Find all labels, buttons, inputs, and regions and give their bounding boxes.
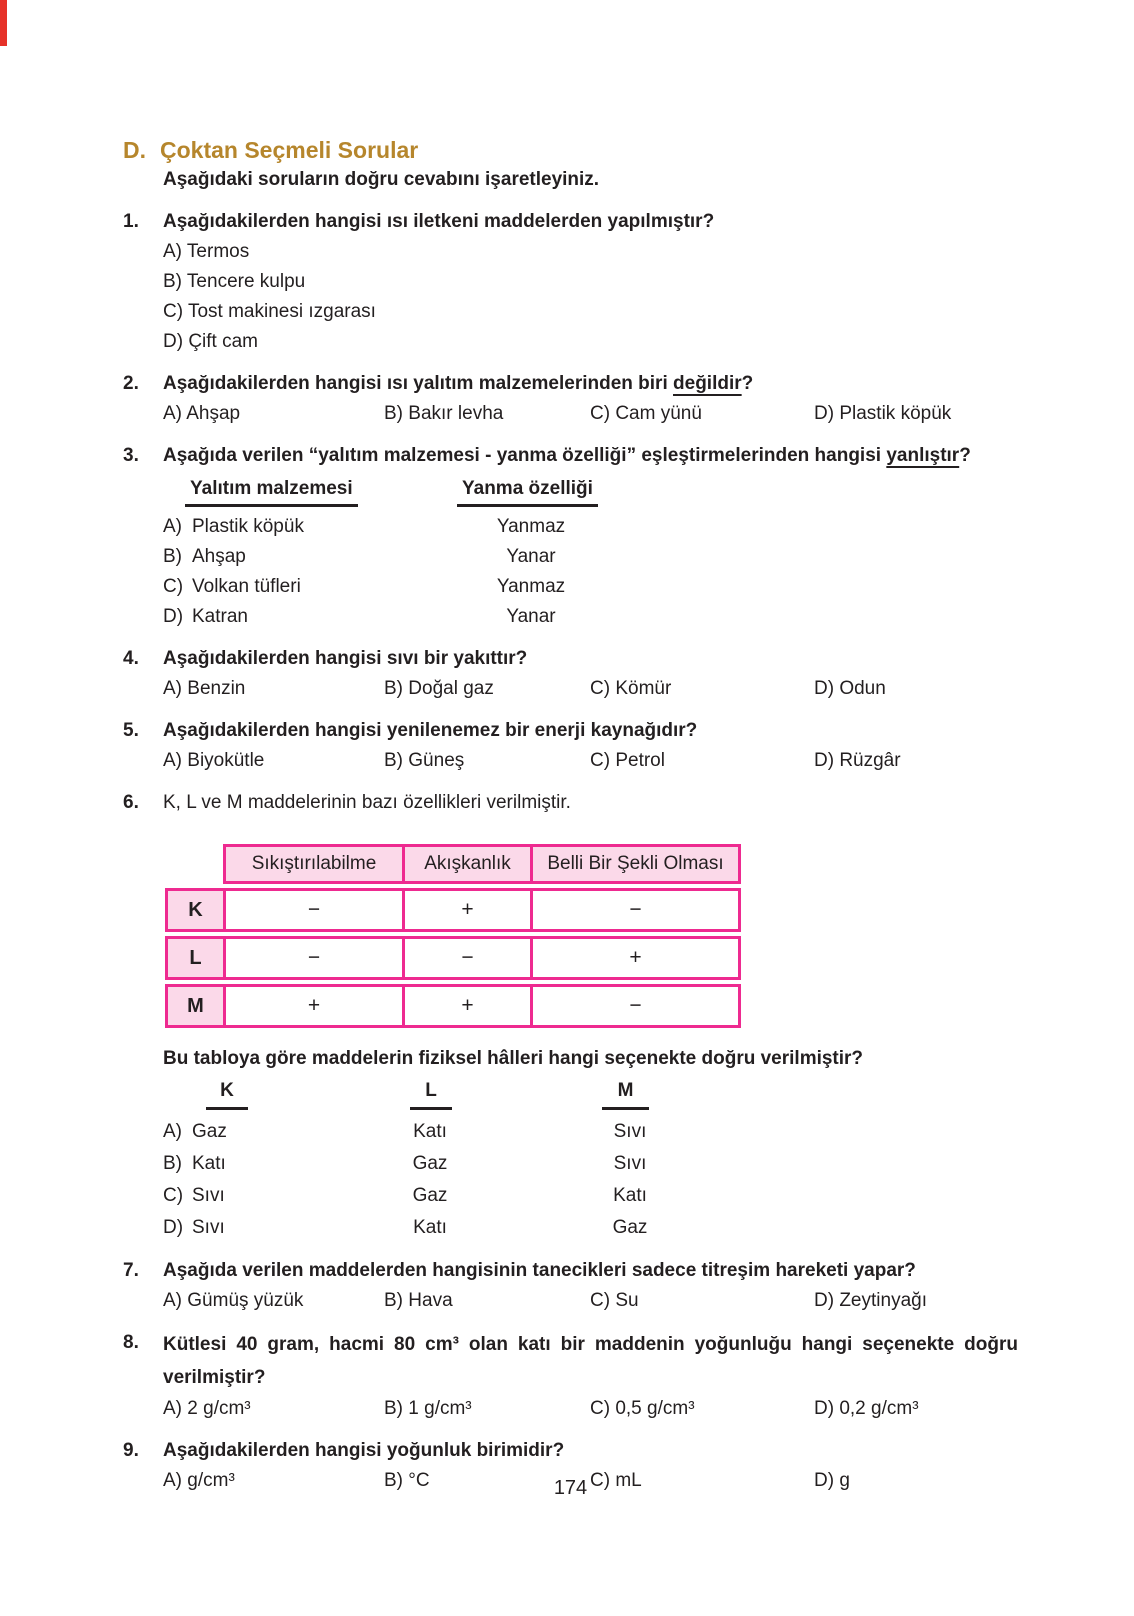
table-header-compressibility: Sıkıştırılabilme <box>251 853 377 874</box>
cell-value: + <box>402 987 530 1025</box>
m-state: Sıvı <box>613 1153 647 1174</box>
table-row-L <box>165 936 741 980</box>
question-5 <box>123 716 1018 776</box>
question-8-option-b: B) 1 g/cm³ <box>384 1398 472 1419</box>
question-3-text: Aşağıda verilen “yalıtım malzemesi - yanma özelliği” eşleştirmelerinden hangisi yanlıştır? <box>163 445 971 466</box>
m-state: Sıvı <box>613 1121 647 1142</box>
question-6-option-c <box>163 1180 1018 1212</box>
burn-value: Yanar <box>506 546 556 567</box>
burn-value: Yanmaz <box>496 516 566 537</box>
question-6-option-b <box>163 1148 1018 1180</box>
question-8-option-c: C) 0,5 g/cm³ <box>590 1398 695 1419</box>
table-header-definite-shape: Belli Bir Şekli Olması <box>530 847 738 881</box>
question-7-text: Aşağıda verilen maddelerden hangisinin tanecikleri sadece titreşim hareketi yapar? <box>163 1260 916 1281</box>
cell-value: − <box>226 939 402 977</box>
question-5-number: 5. <box>123 720 139 741</box>
l-state: Gaz <box>412 1185 448 1206</box>
question-2-option-b: B) Bakır levha <box>384 403 504 424</box>
instruction-text: Aşağıdaki soruların doğru cevabını işaretleyiniz. <box>163 169 600 190</box>
question-9-option-c: C) mL <box>590 1470 642 1491</box>
match-column1-header: Yalıtım malzemesi <box>185 476 358 507</box>
match-column2-header: Yanma özelliği <box>457 476 598 507</box>
section-letter: D. <box>123 137 146 163</box>
question-8-option-d: D) 0,2 g/cm³ <box>814 1398 919 1419</box>
option-letter: C) <box>163 1185 184 1206</box>
cell-value: + <box>530 939 738 977</box>
row-label: K <box>168 891 226 929</box>
cell-value: + <box>226 987 402 1025</box>
material-value: Volkan tüfleri <box>192 576 301 597</box>
option-letter: B) <box>163 546 182 567</box>
underlined-word: değildir <box>673 373 742 394</box>
question-1 <box>123 207 1018 357</box>
question-1-option-b: B) Tencere kulpu <box>163 271 306 292</box>
question-1-text: Aşağıdakilerden hangisi ısı iletkeni maddelerden yapılmıştır? <box>163 211 715 232</box>
question-7-option-c: C) Su <box>590 1290 639 1311</box>
question-6-option-a <box>163 1116 1018 1148</box>
question-3-number: 3. <box>123 445 139 466</box>
question-3-match-headers <box>163 476 1018 512</box>
k-state: Katı <box>192 1153 226 1174</box>
question-8-number: 8. <box>123 1332 139 1353</box>
cell-value: − <box>530 891 738 929</box>
question-6-followup-text: Bu tabloya göre maddelerin fiziksel hâlleri hangi seçenekte doğru verilmiştir? <box>163 1048 864 1069</box>
option-letter: D) <box>163 1217 184 1238</box>
question-6-option-headers <box>163 1078 1018 1116</box>
cell-value: − <box>530 987 738 1025</box>
question-1-option-a: A) Termos <box>163 241 250 262</box>
question-5-option-a: A) Biyokütle <box>163 750 265 771</box>
question-5-text: Aşağıdakilerden hangisi yenilenemez bir enerji kaynağıdır? <box>163 720 698 741</box>
burn-value: Yanar <box>506 606 556 627</box>
question-5-options <box>163 746 1018 776</box>
question-1-option-c: C) Tost makinesi ızgarası <box>163 301 376 322</box>
option-letter: C) <box>163 576 184 597</box>
question-7-option-b: B) Hava <box>384 1290 453 1311</box>
material-value: Ahşap <box>192 546 246 567</box>
question-4-number: 4. <box>123 648 139 669</box>
question-5-option-b: B) Güneş <box>384 750 465 771</box>
question-9-option-a: A) g/cm³ <box>163 1470 235 1491</box>
underlined-word: yanlıştır <box>886 445 960 466</box>
question-8-text: Kütlesi 40 gram, hacmi 80 cm³ olan katı bir maddenin yoğunluğu hangi seçenekte doğru verilmiştir? <box>163 1334 1018 1388</box>
question-3-option-a <box>163 512 1018 542</box>
question-6-text: K, L ve M maddelerinin bazı özellikleri verilmiştir. <box>163 792 571 813</box>
question-7 <box>123 1256 1018 1316</box>
k-state: Sıvı <box>192 1185 225 1206</box>
question-4-text: Aşağıdakilerden hangisi sıvı bir yakıttır? <box>163 648 528 669</box>
cell-value: − <box>226 891 402 929</box>
question-4-option-a: A) Benzin <box>163 678 246 699</box>
question-9-number: 9. <box>123 1440 139 1461</box>
question-2-text: Aşağıdakilerden hangisi ısı yalıtım malzemelerinden biri değildir? <box>163 373 754 394</box>
question-6-option-d <box>163 1212 1018 1244</box>
section-heading <box>123 135 1018 165</box>
question-8-option-a: A) 2 g/cm³ <box>163 1398 251 1419</box>
question-4-options <box>163 674 1018 704</box>
row-label: M <box>168 987 226 1025</box>
option-letter: A) <box>163 516 182 537</box>
table-header-fluidity: Akışkanlık <box>402 847 530 881</box>
question-2-option-d: D) Plastik köpük <box>814 403 952 424</box>
question-7-option-d: D) Zeytinyağı <box>814 1290 927 1311</box>
m-state: Katı <box>613 1185 647 1206</box>
page-number: 174 <box>553 1477 588 1499</box>
question-2-number: 2. <box>123 373 139 394</box>
k-state: Sıvı <box>192 1217 225 1238</box>
question-7-options <box>163 1286 1018 1316</box>
option-header-M: M <box>602 1078 649 1110</box>
page-edge-red-mark <box>0 0 7 46</box>
question-5-option-d: D) Rüzgâr <box>814 750 901 771</box>
option-letter: A) <box>163 1121 182 1142</box>
material-value: Katran <box>192 606 248 627</box>
burn-value: Yanmaz <box>496 576 566 597</box>
question-9-option-b: B) °C <box>384 1470 430 1491</box>
question-2-options <box>163 399 1018 429</box>
question-2-option-a: A) Ahşap <box>163 403 241 424</box>
table-row-K <box>165 888 741 932</box>
question-2 <box>123 369 1018 429</box>
cell-value: + <box>402 891 530 929</box>
cell-value: − <box>402 939 530 977</box>
question-1-options <box>163 237 1018 357</box>
question-1-option-d: D) Çift cam <box>163 331 258 352</box>
question-8 <box>123 1328 1018 1424</box>
section-title: Çoktan Seçmeli Sorular <box>160 137 419 163</box>
material-value: Plastik köpük <box>192 516 304 537</box>
question-3 <box>123 441 1018 632</box>
question-8-options <box>163 1394 1018 1424</box>
question-3-option-d <box>163 602 1018 632</box>
question-4-option-c: C) Kömür <box>590 678 672 699</box>
question-2-option-c: C) Cam yünü <box>590 403 702 424</box>
properties-table <box>165 844 741 1028</box>
question-5-option-c: C) Petrol <box>590 750 665 771</box>
question-1-number: 1. <box>123 211 139 232</box>
question-6-number: 6. <box>123 792 139 813</box>
question-3-option-c <box>163 572 1018 602</box>
properties-table-header-row <box>223 844 741 884</box>
page-content <box>123 135 1018 1496</box>
m-state: Gaz <box>612 1217 648 1238</box>
row-label: L <box>168 939 226 977</box>
option-header-L: L <box>410 1078 452 1110</box>
l-state: Katı <box>413 1121 447 1142</box>
l-state: Gaz <box>412 1153 448 1174</box>
option-letter: D) <box>163 606 184 627</box>
table-row-M <box>165 984 741 1028</box>
question-9-option-d: D) g <box>814 1470 850 1491</box>
question-4-option-b: B) Doğal gaz <box>384 678 494 699</box>
question-4-option-d: D) Odun <box>814 678 886 699</box>
option-letter: B) <box>163 1153 182 1174</box>
option-header-K: K <box>206 1078 248 1110</box>
question-6 <box>123 788 1018 1244</box>
k-state: Gaz <box>192 1121 227 1142</box>
question-3-option-b <box>163 542 1018 572</box>
question-7-option-a: A) Gümüş yüzük <box>163 1290 304 1311</box>
question-7-number: 7. <box>123 1260 139 1281</box>
question-9-text: Aşağıdakilerden hangisi yoğunluk birimidir? <box>163 1440 565 1461</box>
question-4 <box>123 644 1018 704</box>
l-state: Katı <box>413 1217 447 1238</box>
